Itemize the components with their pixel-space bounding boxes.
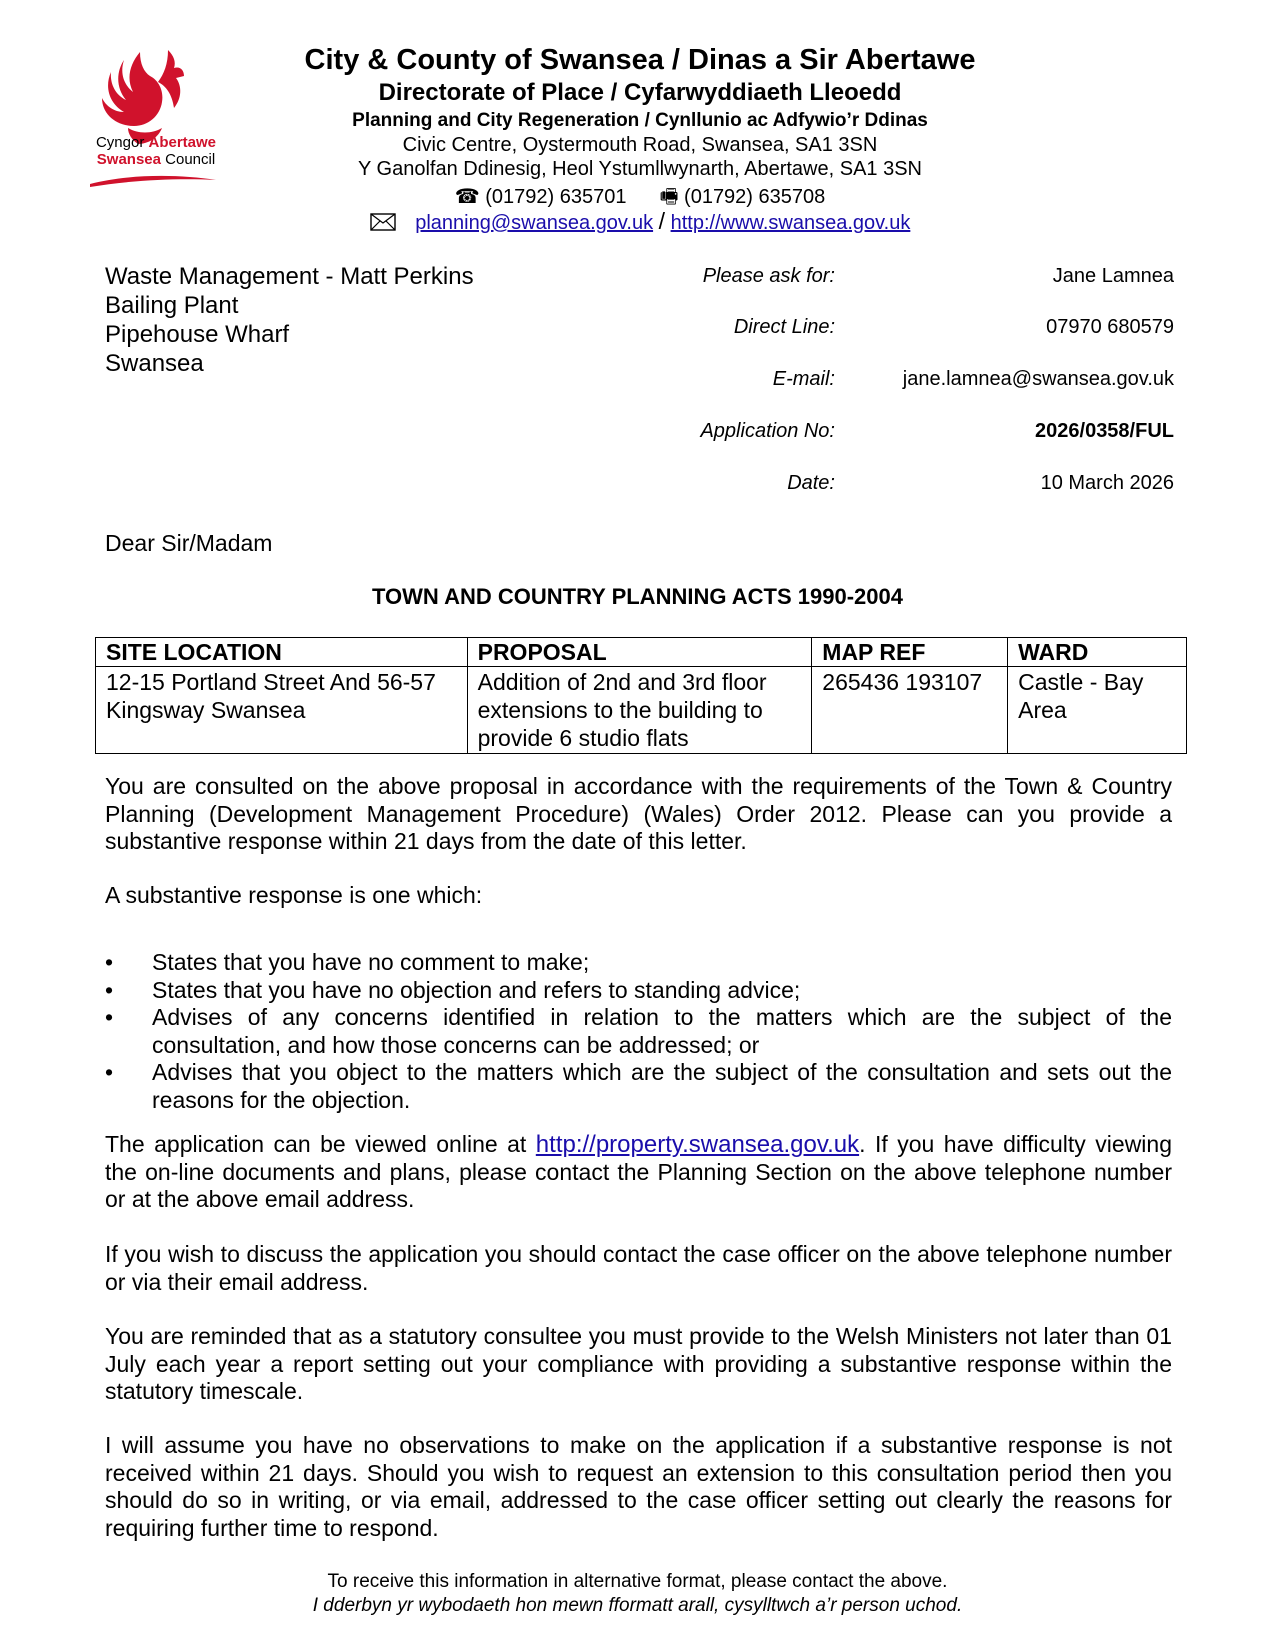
ask-for-label: Please ask for:	[702, 265, 835, 287]
list-item	[105, 949, 1172, 977]
envelope-icon	[370, 213, 396, 237]
ward-cell: Castle - Bay Area	[1008, 667, 1187, 754]
email-link[interactable]: planning@swansea.gov.uk	[415, 212, 654, 234]
list-item-text: States that you have no comment to make;	[152, 949, 590, 975]
directorate-name: Directorate of Place / Cyfarwyddiaeth Lleoedd	[378, 79, 902, 106]
table-header-row	[96, 638, 1187, 667]
column-header: WARD	[1008, 638, 1187, 667]
list-item	[105, 1004, 1172, 1059]
proposal-cell: Addition of 2nd and 3rd floor extensions to the building to provide 6 studio flats	[467, 667, 812, 754]
department-name: Planning and City Regeneration / Cynllunio ac Adfywio’r Ddinas	[352, 110, 928, 131]
website-link[interactable]: http://www.swansea.gov.uk	[670, 212, 911, 234]
property-website-link[interactable]: http://property.swansea.gov.uk	[535, 1131, 860, 1158]
list-item-text: Advises that you object to the matters which are the subject of the consultation and sets out the reasons for the objection.	[152, 1059, 1172, 1113]
recipient-line: Waste Management - Matt Perkins	[105, 263, 474, 290]
footer-welsh: I dderbyn yr wybodaeth hon mewn fformatt arall, cysylltwch a’r person uchod.	[312, 1595, 963, 1616]
table-row	[96, 667, 1187, 754]
fax-icon: 🖷	[659, 186, 679, 208]
recipient-line: Pipehouse Wharf	[105, 321, 290, 348]
footer-english: To receive this information in alternative format, please contact the above.	[327, 1571, 948, 1592]
logo-text-en: Council	[161, 151, 216, 168]
address-english: Civic Centre, Oystermouth Road, Swansea, SA1 3SN	[402, 134, 878, 156]
recipient-address	[105, 262, 474, 378]
direct-line-label: Direct Line:	[733, 316, 835, 338]
column-header: MAP REF	[812, 638, 1008, 667]
logo-text	[86, 134, 226, 168]
statutory-report-paragraph: You are reminded that as a statutory consultee you must provide to the Welsh Ministers not later than 01 July each year a report setting out your compliance with providing a substantive response within the statutory timescale.	[105, 1323, 1172, 1404]
recipient-line: Bailing Plant	[105, 292, 239, 319]
direct-line-value: 07970 680579	[1046, 316, 1174, 338]
site-details-table	[95, 637, 1187, 754]
date-label: Date:	[787, 472, 835, 494]
link-separator: /	[658, 208, 666, 234]
email-label: E-mail:	[772, 368, 835, 390]
ask-for-value: Jane Lamnea	[1052, 265, 1174, 287]
extension-paragraph: I will assume you have no observations to make on the application if a substantive response is not received within 21 days. Should you wish to request an extension to this consultation period then you should do so in writing, or via email, addressed to the case officer setting out clearly the reasons for requiring further time to respond.	[105, 1432, 1172, 1541]
column-header: SITE LOCATION	[96, 638, 468, 667]
consultation-paragraph: You are consulted on the above proposal in accordance with the requirements of the Town & Country Planning (Development Management Procedure) (Wales) Order 2012. Please can you provide a substantive response within 21 days from the date of this letter.	[105, 773, 1172, 854]
bullet-marker: •	[105, 1004, 114, 1030]
recipient-line: Swansea	[105, 350, 204, 377]
acts-heading: TOWN AND COUNTRY PLANNING ACTS 1990-2004	[372, 584, 903, 609]
email-value: jane.lamnea@swansea.gov.uk	[902, 368, 1174, 390]
logo-text-cy-bold: Abertawe	[148, 134, 217, 151]
salutation: Dear Sir/Madam	[105, 530, 273, 556]
phone-icon: ☎	[454, 186, 480, 208]
address-welsh: Y Ganolfan Ddinesig, Heol Ystumllwynarth, Abertawe, SA1 3SN	[357, 158, 922, 180]
list-item	[105, 1059, 1172, 1114]
substantive-intro: A substantive response is one which:	[105, 882, 483, 908]
application-no-label: Application No:	[700, 420, 835, 442]
list-item-text: Advises of any concerns identified in relation to the matters which are the subject of the consultation, and how those concerns can be addressed; or	[152, 1004, 1172, 1058]
fax-number: (01792) 635708	[684, 186, 826, 208]
contact-links	[250, 208, 1030, 237]
council-name: City & County of Swansea / Dinas a Sir Abertawe	[304, 44, 976, 76]
date-value: 10 March 2026	[1040, 472, 1174, 494]
site-location-cell: 12-15 Portland Street And 56-57 Kingsway Swansea	[96, 667, 468, 754]
council-logo	[78, 42, 223, 202]
map-ref-cell: 265436 193107	[812, 667, 1008, 754]
logo-text-en-bold: Swansea	[96, 151, 161, 168]
online-viewing-paragraph	[105, 1131, 1172, 1214]
logo-text-cy: Cyngor	[95, 134, 149, 151]
bullet-marker: •	[105, 949, 114, 975]
bullet-marker: •	[105, 1059, 114, 1085]
list-item-text: States that you have no objection and refers to standing advice;	[152, 976, 801, 1003]
application-no-value: 2026/0358/FUL	[1035, 420, 1174, 442]
logo-swoosh-icon	[88, 172, 218, 188]
column-header: PROPOSAL	[467, 638, 812, 667]
substantive-criteria-list	[105, 949, 1172, 1114]
discussion-paragraph: If you wish to discuss the application you should contact the case officer on the above telephone number or via their email address.	[105, 1241, 1172, 1295]
list-item	[105, 977, 1172, 1005]
paragraph-text: . If you have difficulty viewing the on-line documents and plans, please contact the Planning Section on the above telephone number or at the above email address.	[105, 1131, 1172, 1212]
paragraph-text: The application can be viewed online at	[105, 1131, 536, 1157]
phone-number: (01792) 635701	[485, 186, 627, 208]
bullet-marker: •	[105, 976, 114, 1003]
